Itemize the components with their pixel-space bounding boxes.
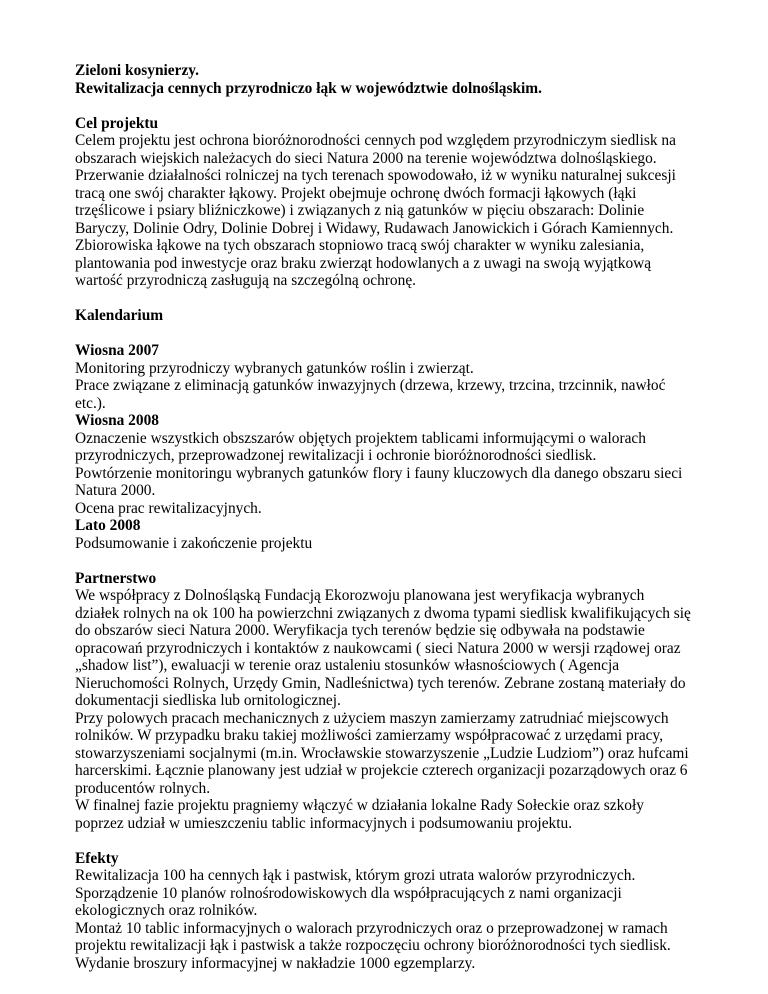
efekty-line: Sporządzenie 10 planów rolnośrodowiskowych dla współpracujących z nami organizacji xyxy=(75,884,622,902)
section-cel-projektu xyxy=(75,115,705,290)
efekty-line: projektu rewitalizacji łąk i pastwisk a także rozpoczęciu ochrony bioróżnorodności tych siedlisk. xyxy=(75,937,671,954)
partnerstwo-line: W finalnej fazie projektu pragniemy włączyć w działania lokalne Rady Sołeckie oraz szkoły xyxy=(75,797,644,814)
cel-line: tracą one swój charakter łąkowy. Projekt obejmuje ochronę dwóch formacji łąkowych (łąki xyxy=(75,184,637,202)
partnerstwo-line: We współpracy z Dolnośląską Fundacją Ekorozwoju planowana jest weryfikacja wybranych xyxy=(75,587,645,604)
partnerstwo-line: działek rolnych na ok 100 ha powierzchni związanych z dwoma typami siedlisk kwalifikujących się xyxy=(75,604,691,622)
spacer xyxy=(75,832,705,850)
cel-line: trzęślicowe i psiary bliźniczkowe) i związanych z nią gatunków w pięciu obszarach: Dolinie xyxy=(75,202,645,219)
partnerstwo-line: stowarzyszeniami socjalnymi (m.in. Wrocławskie stowarzyszenie „Ludzie Ludziom”) oraz hufcami xyxy=(75,744,689,762)
cel-heading: Cel projektu xyxy=(75,114,159,132)
season-heading: Wiosna 2008 xyxy=(75,412,159,429)
spacer xyxy=(75,552,705,570)
kalendarium-line: Podsumowanie i zakończenie projektu xyxy=(75,534,313,552)
cel-line: Zbiorowiska łąkowe na tych obszarach stopniowo tracą swój charakter w wyniku zalesiania, xyxy=(75,237,645,254)
partnerstwo-line: do obszarów sieci Natura 2000. Weryfikacja tych terenów będzie się odbywała na podstawie xyxy=(75,622,645,639)
efekty-line: Rewitalizacja 100 ha cennych łąk i pastwisk, którym grozi utrata walorów przyrodniczych. xyxy=(75,867,636,884)
kalendarium-line: Oznaczenie wszystkich obszszarów objętych projektem tablicami informującymi o walorach xyxy=(75,429,646,447)
section-efekty xyxy=(75,850,705,973)
partnerstwo-line: Nieruchomości Rolnych, Urzędy Gmin, Nadleśnictwa) tych terenów. Zebrane zostaną materiały do xyxy=(75,674,686,692)
kalendarium-line: etc.). xyxy=(75,394,106,412)
partnerstwo-line: harcerskimi. Łącznie planowany jest udział w projekcie czterech organizacji pozarządowych oraz 6 xyxy=(75,762,688,779)
cel-line: obszarach wiejskich należacych do sieci Natura 2000 na terenie województwa dolnośląskiego. xyxy=(75,149,657,167)
section-partnerstwo xyxy=(75,570,705,833)
partnerstwo-heading: Partnerstwo xyxy=(75,569,157,587)
kalendarium-line: Prace związane z eliminacją gatunków inwazyjnych (drzewa, krzewy, trzcina, trzcinnik, nawłoć xyxy=(75,377,666,394)
cel-line: wartość przyrodniczą zasługują na szczególną ochronę. xyxy=(75,272,416,289)
kalendarium-line: Ocena prac rewitalizacyjnych. xyxy=(75,499,262,517)
kalendarium-line: Monitoring przyrodniczy wybranych gatunków roślin i zwierząt. xyxy=(75,359,474,377)
document-title xyxy=(75,62,705,97)
partnerstwo-line: poprzez udział w umieszczeniu tablic informacyjnych i podsumowaniu projektu. xyxy=(75,814,573,832)
partnerstwo-line: rolników. W przypadku braku takiej możliwości zamierzamy współpracować z urzędami pracy, xyxy=(75,727,664,744)
efekty-line: ekologicznych oraz rolników. xyxy=(75,902,258,919)
kalendarium-line: Natura 2000. xyxy=(75,482,156,499)
efekty-line: Montaż 10 tablic informacyjnych o walorach przyrodniczych oraz o przeprowadzonej w ramach xyxy=(75,919,668,937)
partnerstwo-line: dokumentacji siedliska lub ornitologicznej. xyxy=(75,692,341,709)
spacer xyxy=(75,97,705,115)
efekty-line: Wydanie broszury informacyjnej w nakładzie 1000 egzemplarzy. xyxy=(75,954,476,972)
season-heading: Lato 2008 xyxy=(75,517,141,534)
document-page xyxy=(75,62,705,972)
kalendarium-line: Powtórzenie monitoringu wybranych gatunków flory i fauny kluczowych dla danego obszaru sieci xyxy=(75,464,683,482)
kalendarium-line: przyrodniczych, przeprowadzonej rewitalizacji i ochronie bioróżnorodności siedlisk. xyxy=(75,447,597,464)
spacer xyxy=(75,290,705,308)
spacer xyxy=(75,325,705,343)
cel-line: plantowania pod inwestycje oraz braku zwierząt hodowlanych a z uwagi na swoją wyjątkową xyxy=(75,254,652,272)
season-heading: Wiosna 2007 xyxy=(75,342,159,359)
title-line-1: Zieloni kosynierzy. xyxy=(75,62,199,79)
kalendarium-heading: Kalendarium xyxy=(75,307,164,324)
efekty-heading: Efekty xyxy=(75,849,119,867)
partnerstwo-line: Przy polowych pracach mechanicznych z użyciem maszyn zamierzamy zatrudniać miejscowych xyxy=(75,709,669,727)
cel-line: Celem projektu jest ochrona bioróżnorodności cennych pod względem przyrodniczym siedlisk na xyxy=(75,132,676,149)
partnerstwo-line: producentów rolnych. xyxy=(75,779,211,797)
title-line-2: Rewitalizacja cennych przyrodniczo łąk w województwie dolnośląskim. xyxy=(75,79,542,97)
partnerstwo-line: „shadow list”), ewaluacji w terenie oraz ustaleniu stosunków własnościowych ( Agencja xyxy=(75,657,620,674)
section-kalendarium xyxy=(75,307,705,552)
cel-line: Baryczy, Dolinie Odry, Dolinie Dobrej i Widawy, Rudawach Janowickich i Górach Kamiennych. xyxy=(75,219,674,237)
cel-line: Przerwanie działalności rolniczej na tych terenach spowodowało, iż w wyniku naturalnej sukcesji xyxy=(75,167,676,184)
partnerstwo-line: opracowań przyrodniczych i kontaktów z naukowcami ( sieci Natura 2000 w wersji rządowej oraz xyxy=(75,639,681,657)
